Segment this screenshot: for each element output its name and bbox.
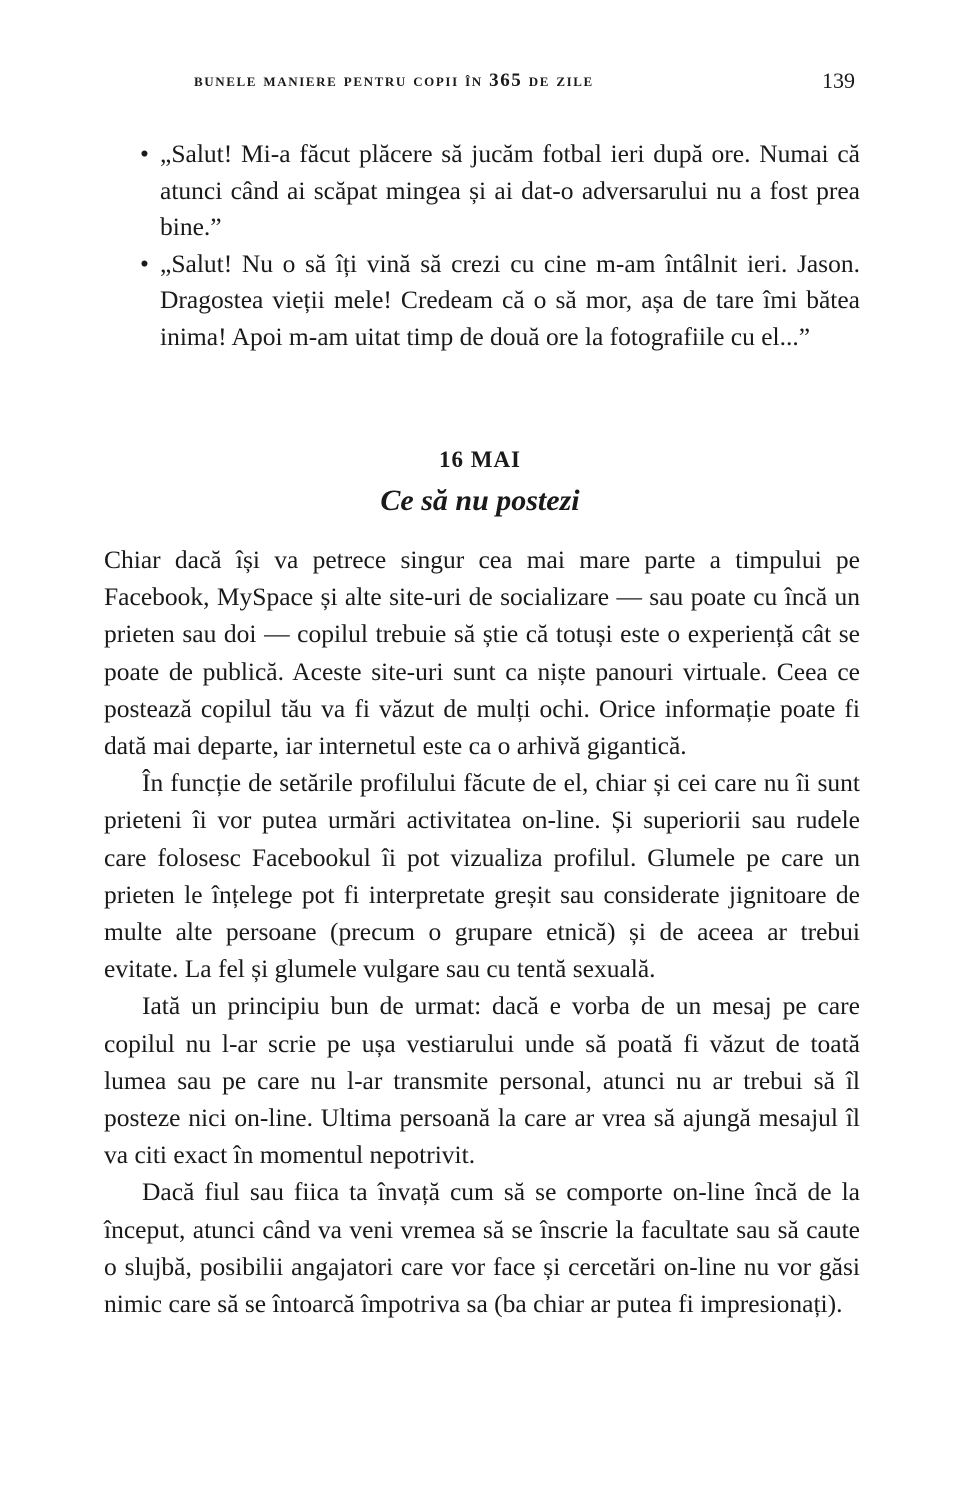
paragraph: Dacă fiul sau fiica ta învață cum să se comporte on-line încă de la început, atunci când va veni vremea să se înscrie la facultate sau să caute o slujbă, posibilii angajatori care vor face și cercetări on-line nu vor găsi nimic care să se întoarcă împotriva sa (ba chiar ar putea fi impresionați). — [104, 1177, 860, 1319]
paragraph: În funcție de setările profilului făcute de el, chiar și cei care nu îi sunt prieteni îi vor putea urmări activitatea on-line. Și superiorii sau rudele care folosesc Facebookul îi pot vizualiza profilul. Glumele pe care un prieten le înțelege pot fi interpretate greșit sau considerate jignitoare de multe alte persoane (precum o grupare etnică) și de aceea ar trebui evitate. La fel și glumele vulgare sau cu tentă sexuală. — [104, 768, 860, 984]
bullet-text: „Salut! Nu o să îți vină să crezi cu cine m-am întâlnit ieri. Jason. Dragostea vieții mele! Credeam că o să mor, așa de tare îmi bătea inima! Apoi m-am uitat timp de două ore la fotografiile cu el...” — [160, 248, 860, 351]
bullet-symbol: • — [140, 248, 149, 278]
paragraph: Chiar dacă își va petrece singur cea mai mare parte a timpului pe Facebook, MySpace și alte site-uri de socializare — sau poate cu încă un prieten sau doi — copilul trebuie să știe că totuși este o experiență cât se poate de publică. Aceste site-uri sunt ca niște panouri virtuale. Ceea ce postează copilul tău va fi văzut de mulți ochi. Orice informație poate fi dată mai departe, iar internetul este ca o arhivă gigantică. — [104, 545, 860, 761]
running-header-title: bunele maniere pentru copii în 365 de zile — [194, 70, 594, 91]
body-text — [104, 541, 860, 1322]
section-title: Ce să nu postezi — [380, 484, 580, 517]
bullet-symbol: • — [140, 139, 149, 168]
bullet-item — [140, 136, 860, 246]
bullet-text: „Salut! Mi-a făcut plăcere să jucăm fotbal ieri după ore. Numai că atunci când ai scăpat mingea și ai dat-o adversarului nu a fost prea bine.” — [160, 139, 860, 241]
bullet-list — [140, 136, 860, 355]
section-date: 16 MAI — [438, 447, 522, 472]
bullet-item — [140, 246, 860, 356]
page-number: 139 — [822, 68, 855, 93]
paragraph: Iată un principiu bun de urmat: dacă e vorba de un mesaj pe care copilul nu l-ar scrie pe ușa vestiarului unde să poată fi văzut de toată lumea sau pe care nu l-ar transmite personal, atunci nu ar trebui să îl posteze nici on-line. Ultima persoană la care ar vrea să ajungă mesajul îl va citi exact în momentul nepotrivit. — [104, 991, 860, 1170]
